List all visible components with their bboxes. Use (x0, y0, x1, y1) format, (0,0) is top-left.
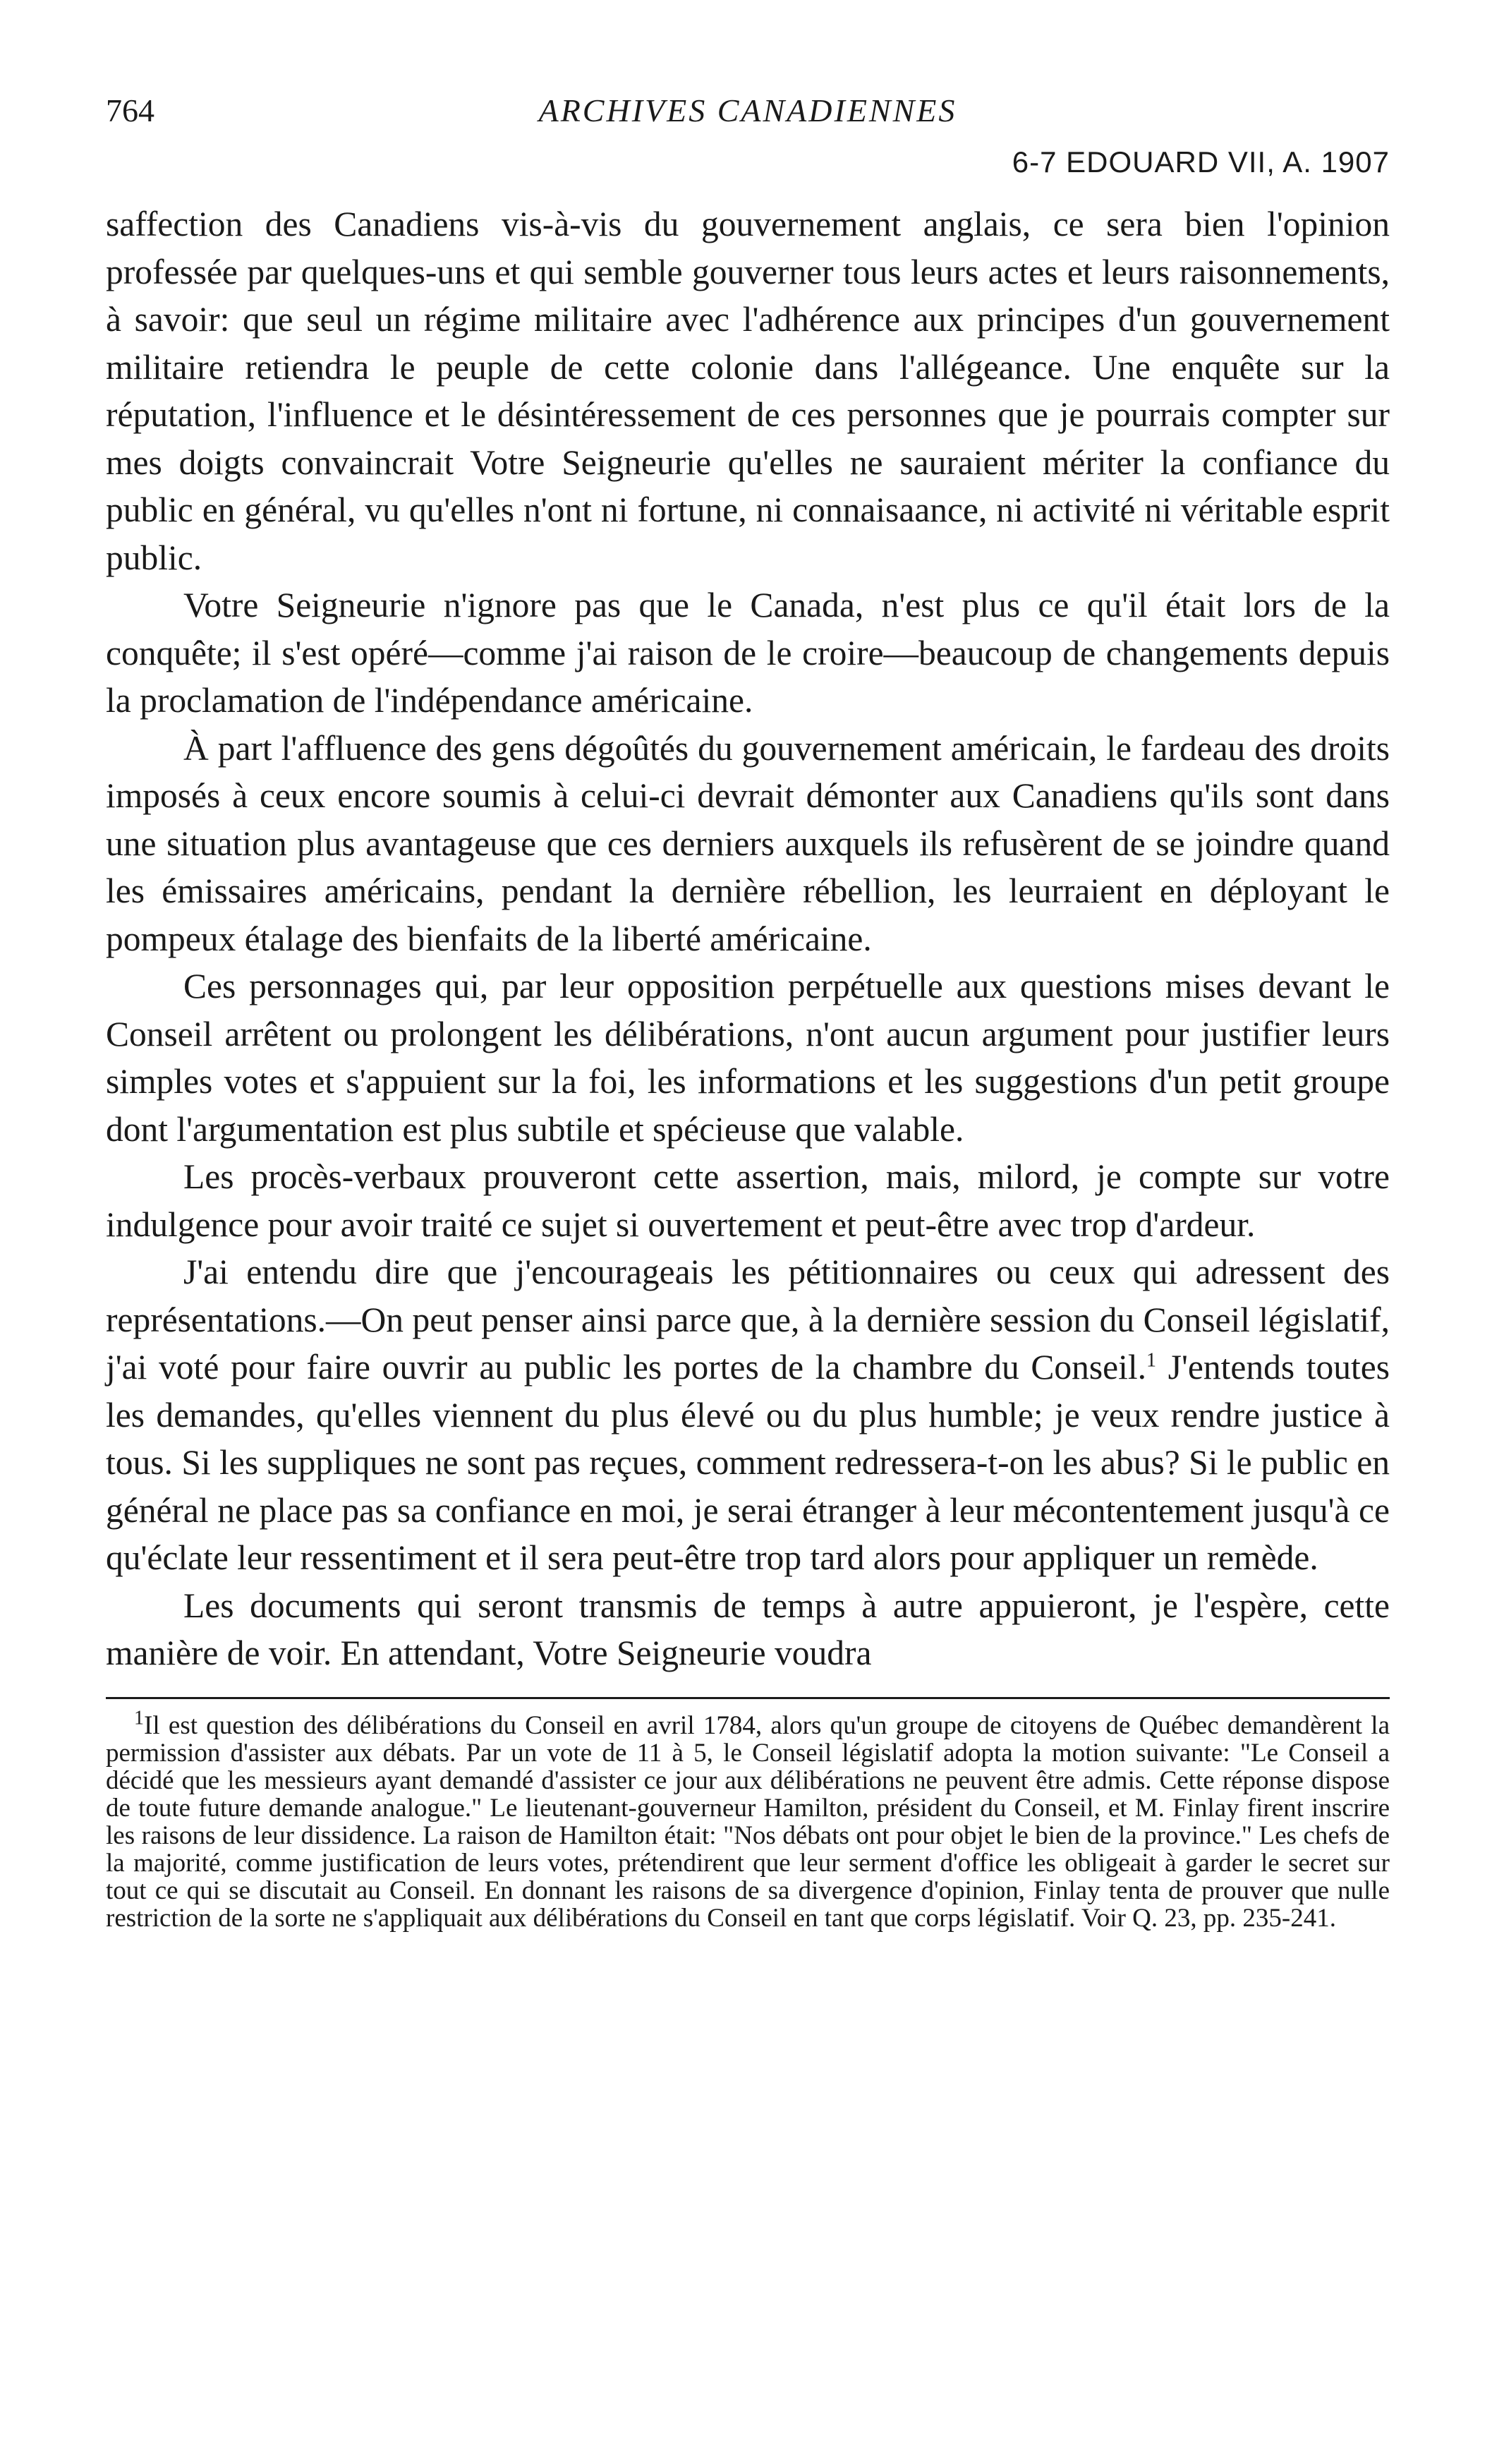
paragraph-6 (106, 1248, 1390, 1582)
paragraph-1: saffection des Canadiens vis-à-vis du gouvernement anglais, ce sera bien l'opinion professée par quelques-uns et qui semble gouverner tous leurs actes et leurs raisonnements, à savoir: que seul un régime militaire avec l'adhérence aux principes d'un gouvernement militaire retiendra le peuple de cette colonie dans l'allégeance. Une enquête sur la réputation, l'influence et le désintéressement de ces personnes que je pourrais compter sur mes doigts convaincrait Votre Seigneurie qu'elles ne sauraient mériter la confiance du public en général, vu qu'elles n'ont ni fortune, ni connaisaance, ni activité ni véritable esprit public. (106, 205, 1390, 577)
paragraph-5: Les procès-verbaux prouveront cette assertion, mais, milord, je compte sur votre indulgence pour avoir traité ce sujet si ouvertement et peut-être avec trop d'ardeur. (106, 1157, 1390, 1244)
document-page (106, 92, 1390, 1932)
paragraph-7: Les documents qui seront transmis de temps à autre appuieront, je l'espère, cette manière de voir. En attendant, Votre Seigneurie voudra (106, 1586, 1390, 1672)
footnote-text: Il est question des délibérations du Conseil en avril 1784, alors qu'un groupe de citoyens de Québec demandèrent la permission d'assister aux débats. Par un vote de 11 à 5, le Conseil législatif adopta la motion suivante: "Le Conseil a décidé que les messieurs ayant demandé d'assister ce jour aux délibérations ne peuvent être admis. Cette réponse dispose de toute future demande analogue." Le lieutenant-gouverneur Hamilton, président du Conseil, et M. Finlay firent inscrire les raisons de leur dissidence. La raison de Hamilton était: "Nos débats ont pour objet le bien de la province." Les chefs de la majorité, comme justification de leurs votes, prétendirent que leur serment d'office les obligeait à garder le secret sur tout ce qui se discutait au Conseil. En donnant les raisons de sa divergence d'opinion, Finlay tenta de prouver que nulle restriction de la sorte ne s'appliquait aux délibérations du Conseil en tant que corps législatif. Voir Q. 23, pp. 235-241. (106, 1710, 1390, 1933)
body-text (106, 200, 1390, 1677)
paragraph-4: Ces personnages qui, par leur opposition perpétuelle aux questions mises devant le Conseil arrêtent ou prolongent les délibérations, n'ont aucun argument pour justifier leurs simples votes et s'appuient sur la foi, les informations et les suggestions d'un petit groupe dont l'argumentation est plus subtile et spécieuse que valable. (106, 967, 1390, 1149)
edition-line: 6-7 EDOUARD VII, A. 1907 (1012, 145, 1390, 179)
paragraph-3: À part l'affluence des gens dégoûtés du gouvernement américain, le fardeau des droits imposés à ceux encore soumis à celui-ci devrait démonter aux Canadiens qu'ils sont dans une situation plus avantageuse que ces derniers auxquels ils refusèrent de se joindre quand les émissaires américains, pendant la dernière rébellion, les leurraient en déployant le pompeux étalage des bienfaits de la liberté américaine. (106, 728, 1390, 958)
footnote-reference: 1 (1146, 1349, 1157, 1372)
footnotes (106, 1707, 1390, 1933)
running-title: ARCHIVES CANADIENNES (538, 92, 957, 128)
footnote-marker: 1 (134, 1707, 144, 1729)
running-head (106, 92, 1390, 141)
paragraph-6-part-1: J'ai entendu dire que j'encourageais les pétitionnaires ou ceux qui adressent des représentations.—On peut penser ainsi parce que, à la dernière session du Conseil législatif, j'ai voté pour faire ouvrir au public les portes de la chambre du Conseil. (106, 1252, 1390, 1387)
footnote-1 (106, 1707, 1390, 1933)
paragraph-2: Votre Seigneurie n'ignore pas que le Canada, n'est plus ce qu'il était lors de la conquête; il s'est opéré—comme j'ai raison de le croire—beaucoup de changements depuis la proclamation de l'indépendance américaine. (106, 586, 1390, 720)
paragraph-6-part-2: J'entends toutes les demandes, qu'elles viennent du plus élevé ou du plus humble; je veux rendre justice à tous. Si les suppliques ne sont pas reçues, comment redressera-t-on les abus? Si le public en général ne place pas sa confiance en moi, je serai étranger à leur mécontentement jusqu'à ce qu'éclate leur ressentiment et il sera peut-être trop tard alors pour appliquer un remède. (106, 1348, 1390, 1577)
footnote-rule (106, 1697, 1390, 1699)
page-number: 764 (106, 92, 154, 128)
